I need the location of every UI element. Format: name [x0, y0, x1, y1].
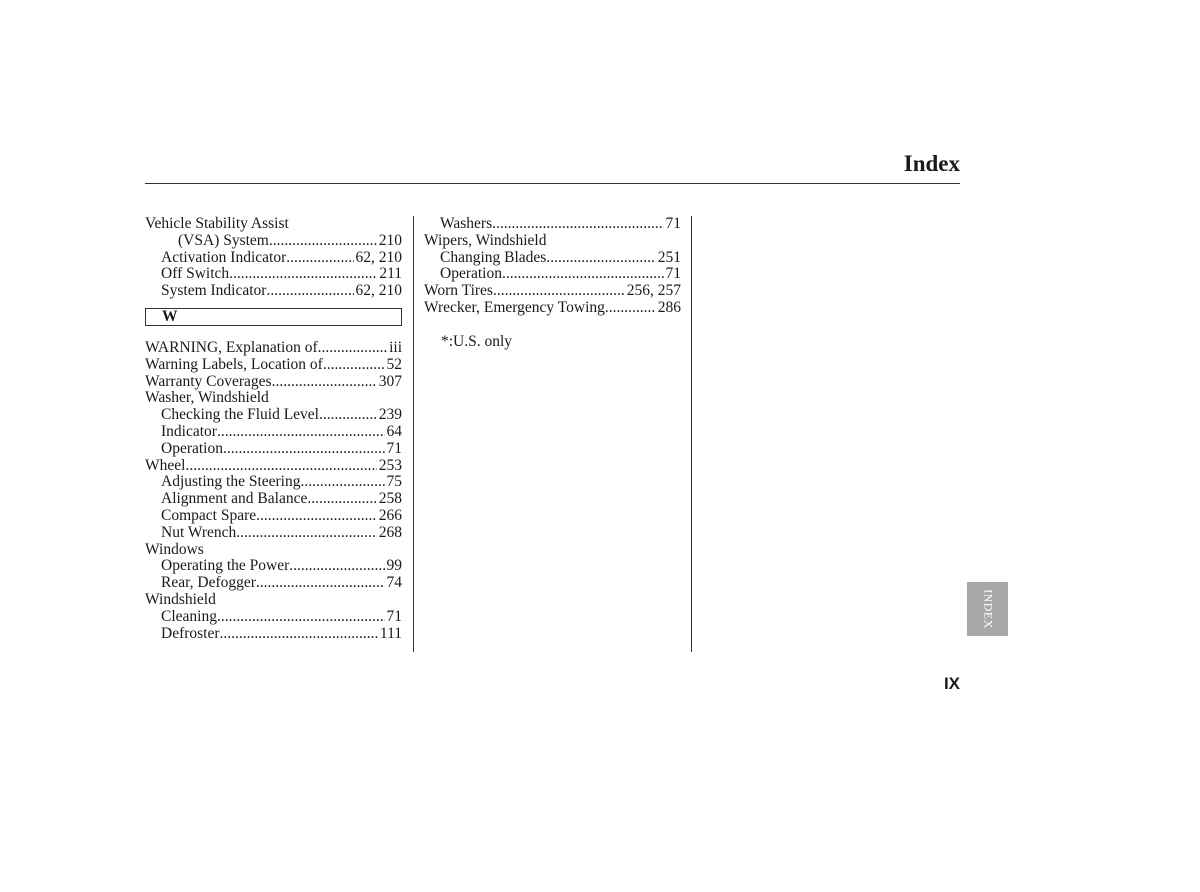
index-entry	[145, 441, 402, 458]
dot-leader	[256, 575, 385, 592]
entry-page: iii	[389, 338, 402, 356]
dot-leader	[307, 491, 376, 508]
index-entry	[145, 283, 402, 300]
entry-page: 286	[657, 298, 681, 316]
entry-label: Windows	[145, 540, 204, 558]
entry-page: 62, 210	[355, 248, 402, 266]
page-title: Index	[903, 151, 960, 176]
entry-page: 64	[386, 422, 402, 440]
entry-label: Washer, Windshield	[145, 389, 269, 407]
index-entry	[145, 340, 402, 357]
index-column-2	[424, 216, 681, 351]
index-entry	[145, 374, 402, 391]
index-entry	[145, 216, 402, 233]
dot-leader	[605, 300, 656, 317]
entry-page: 210	[378, 231, 402, 249]
page-number: IX	[943, 674, 960, 693]
dot-leader	[256, 508, 377, 525]
dot-leader	[493, 283, 625, 300]
entry-page: 307	[378, 372, 402, 390]
index-entry	[424, 300, 681, 317]
index-entry	[145, 592, 402, 609]
dot-leader	[286, 250, 353, 267]
dot-leader	[319, 407, 377, 424]
entry-label: Warning Labels, Location of	[145, 355, 323, 373]
entry-page: 74	[386, 574, 402, 592]
entry-label: Operating the Power	[161, 557, 290, 575]
entry-page: 266	[378, 506, 402, 524]
entry-label: Wheel	[145, 456, 186, 474]
dot-leader	[266, 283, 353, 300]
dot-leader	[220, 626, 378, 643]
entry-label: Rear, Defogger	[161, 574, 256, 592]
dot-leader	[223, 441, 385, 458]
entry-page: 268	[378, 523, 402, 541]
index-entry	[145, 575, 402, 592]
index-side-tab	[967, 582, 1008, 636]
index-entry	[145, 424, 402, 441]
entry-label: Cleaning	[161, 607, 217, 625]
entry-label: Operation	[440, 265, 502, 283]
entry-label: Compact Spare	[161, 506, 257, 524]
dot-leader	[185, 458, 376, 475]
entry-page: 256, 257	[626, 282, 681, 300]
entry-page: 71	[386, 439, 402, 457]
dot-leader	[269, 233, 377, 250]
entry-page: 71	[665, 265, 681, 283]
entry-label: Indicator	[161, 422, 217, 440]
header-rule	[145, 183, 960, 184]
entry-list-w-continued	[424, 216, 681, 317]
entry-page: 251	[657, 248, 681, 266]
entry-label: Windshield	[145, 590, 216, 608]
entry-label: Wrecker, Emergency Towing	[424, 298, 605, 316]
index-entry	[145, 357, 402, 374]
index-entry	[424, 283, 681, 300]
index-entry	[145, 407, 402, 424]
entry-page: 99	[386, 557, 402, 575]
index-entry	[424, 233, 681, 250]
entry-list-w	[145, 340, 402, 642]
dot-leader	[236, 525, 376, 542]
entry-label: Warranty Coverages	[145, 372, 272, 390]
index-entry	[145, 558, 402, 575]
index-column-1	[145, 216, 402, 642]
entry-label: WARNING, Explanation of	[145, 338, 318, 356]
section-letter-box	[145, 308, 402, 326]
entry-label: Defroster	[161, 624, 220, 642]
entry-label: Worn Tires	[424, 282, 493, 300]
index-entry	[424, 216, 681, 233]
index-entry	[145, 626, 402, 643]
index-entry	[145, 266, 402, 283]
section-letter: W	[162, 307, 178, 325]
entry-page: 52	[386, 355, 402, 373]
dot-leader	[502, 266, 664, 283]
entry-label: Nut Wrench	[161, 523, 237, 541]
entry-label: Off Switch	[161, 265, 230, 283]
dot-leader	[289, 558, 384, 575]
entry-label: Alignment and Balance	[161, 490, 308, 508]
index-entry	[145, 609, 402, 626]
entry-label: Checking the Fluid Level	[161, 406, 319, 424]
column-divider-1	[413, 216, 414, 652]
index-entry	[145, 474, 402, 491]
entry-label: Wipers, Windshield	[424, 231, 547, 249]
entry-label: Washers	[440, 215, 493, 232]
entry-page: 62, 210	[355, 282, 402, 300]
entry-page: 239	[378, 406, 402, 424]
dot-leader	[492, 216, 663, 233]
index-entry	[424, 266, 681, 283]
dot-leader	[272, 374, 377, 391]
footnote: *:U.S. only	[441, 332, 513, 350]
dot-leader	[217, 609, 385, 626]
entry-page: 258	[378, 490, 402, 508]
entry-label: (VSA) System	[178, 231, 269, 249]
entry-page: 111	[379, 624, 402, 642]
index-entry	[145, 390, 402, 407]
entry-label: Vehicle Stability Assist	[145, 215, 289, 232]
index-entry	[145, 458, 402, 475]
dot-leader	[217, 424, 385, 441]
entry-label: Activation Indicator	[161, 248, 287, 266]
index-entry	[145, 508, 402, 525]
entry-page: 71	[386, 607, 402, 625]
side-tab-label: INDEX	[981, 589, 995, 629]
index-entry	[145, 250, 402, 267]
entry-page: 253	[378, 456, 402, 474]
index-entry	[145, 542, 402, 559]
entry-page: 211	[379, 265, 402, 283]
index-entry	[145, 491, 402, 508]
entry-label: Adjusting the Steering	[161, 473, 301, 491]
dot-leader	[301, 474, 385, 491]
dot-leader	[318, 340, 387, 357]
dot-leader	[229, 266, 377, 283]
index-entry	[424, 250, 681, 267]
entry-label: Operation	[161, 439, 223, 457]
entry-page: 71	[665, 215, 681, 232]
dot-leader	[323, 357, 385, 374]
dot-leader	[546, 250, 655, 267]
entry-page: 75	[386, 473, 402, 491]
entry-label: Changing Blades	[440, 248, 547, 266]
index-entry	[145, 525, 402, 542]
entry-label: System Indicator	[161, 282, 267, 300]
index-entry	[145, 233, 402, 250]
entry-list-v	[145, 216, 402, 300]
column-divider-2	[691, 216, 692, 652]
